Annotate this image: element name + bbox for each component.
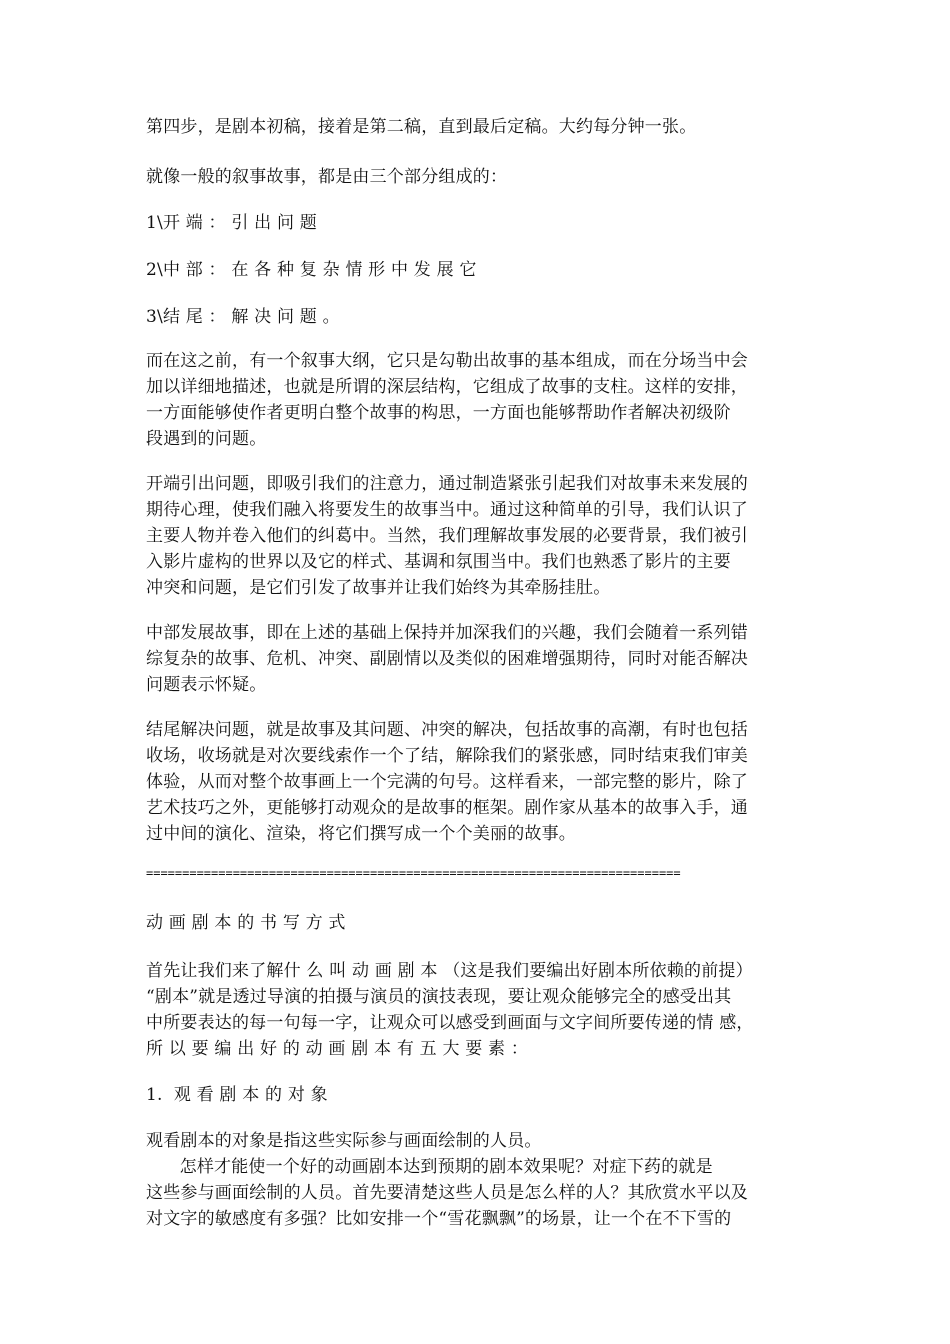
text-line: 对文字的敏感度有多强？比如安排一个“雪花飘飘”的场景，让一个在不下雪的 bbox=[146, 1209, 732, 1229]
section-heading: 动 画 剧 本 的 书 写 方 式 bbox=[146, 913, 346, 933]
separator-line: ========================================================================== bbox=[146, 866, 681, 880]
text-line: 首先让我们来了解什 么 叫 动 画 剧 本 （这是我们要编出好剧本所依赖的前提） bbox=[146, 961, 753, 981]
subsection-heading: 1. 观 看 剧 本 的 对 象 bbox=[146, 1085, 328, 1105]
text-line: 怎样才能使一个好的动画剧本达到预期的剧本效果呢？对症下药的就是 bbox=[146, 1157, 713, 1177]
text-line: 主要人物并卷入他们的纠葛中。当然，我们理解故事发展的必要背景，我们被引 bbox=[146, 526, 748, 546]
text-line: 艺术技巧之外，更能够打动观众的是故事的框架。剧作家从基本的故事入手，通 bbox=[146, 798, 748, 818]
text-line: 就像一般的叙事故事，都是由三个部分组成的： bbox=[146, 167, 508, 187]
text-line: 冲突和问题，是它们引发了故事并让我们始终为其牵肠挂肚。 bbox=[146, 578, 611, 598]
text-line: 收场，收场就是对次要线索作一个了结，解除我们的紧张感，同时结束我们审美 bbox=[146, 746, 748, 766]
text-line: 段遇到的问题。 bbox=[146, 429, 267, 449]
text-line: 问题表示怀疑。 bbox=[146, 675, 267, 695]
text-line: 所 以 要 编 出 好 的 动 画 剧 本 有 五 大 要 素 ： bbox=[146, 1039, 529, 1059]
text-line: 体验，从而对整个故事画上一个完满的句号。这样看来，一部完整的影片，除了 bbox=[146, 772, 748, 792]
text-line: 加以详细地描述，也就是所谓的深层结构，它组成了故事的支柱。这样的安排， bbox=[146, 377, 748, 397]
text-line: 结尾解决问题，就是故事及其问题、冲突的解决，包括故事的高潮，有时也包括 bbox=[146, 720, 748, 740]
list-item: 1\开 端 ： 引 出 问 题 bbox=[146, 213, 317, 233]
text-line: 而在这之前，有一个叙事大纲，它只是勾勒出故事的基本组成，而在分场当中会 bbox=[146, 351, 748, 371]
text-line: 中部发展故事，即在上述的基础上保持并加深我们的兴趣，我们会随着一系列错 bbox=[146, 623, 748, 643]
text-line: 过中间的演化、渲染，将它们撰写成一个个美丽的故事。 bbox=[146, 824, 576, 844]
text-line: 期待心理，使我们融入将要发生的故事当中。通过这种简单的引导，我们认识了 bbox=[146, 500, 748, 520]
text-line: 第四步，是剧本初稿，接着是第二稿，直到最后定稿。大约每分钟一张。 bbox=[146, 117, 697, 137]
text-line: 一方面能够使作者更明白整个故事的构思，一方面也能够帮助作者解决初级阶 bbox=[146, 403, 731, 423]
text-line: 入影片虚构的世界以及它的样式、基调和氛围当中。我们也熟悉了影片的主要 bbox=[146, 552, 731, 572]
list-item: 2\中 部 ： 在 各 种 复 杂 情 形 中 发 展 它 bbox=[146, 260, 477, 280]
list-item: 3\结 尾 ： 解 决 问 题 。 bbox=[146, 307, 340, 327]
text-line: 这些参与画面绘制的人员。首先要清楚这些人员是怎么样的人？其欣赏水平以及 bbox=[146, 1183, 748, 1203]
text-line: 观看剧本的对象是指这些实际参与画面绘制的人员。 bbox=[146, 1131, 542, 1151]
text-line: 中所要表达的每一句每一字，让观众可以感受到画面与文字间所要传递的情 感， bbox=[146, 1013, 754, 1033]
text-line: 开端引出问题，即吸引我们的注意力，通过制造紧张引起我们对故事未来发展的 bbox=[146, 474, 748, 494]
text-line: “剧本”就是透过导演的拍摄与演员的演技表现，要让观众能够完全的感受出其 bbox=[146, 987, 732, 1007]
text-line: 综复杂的故事、危机、冲突、副剧情以及类似的困难增强期待，同时对能否解决 bbox=[146, 649, 748, 669]
